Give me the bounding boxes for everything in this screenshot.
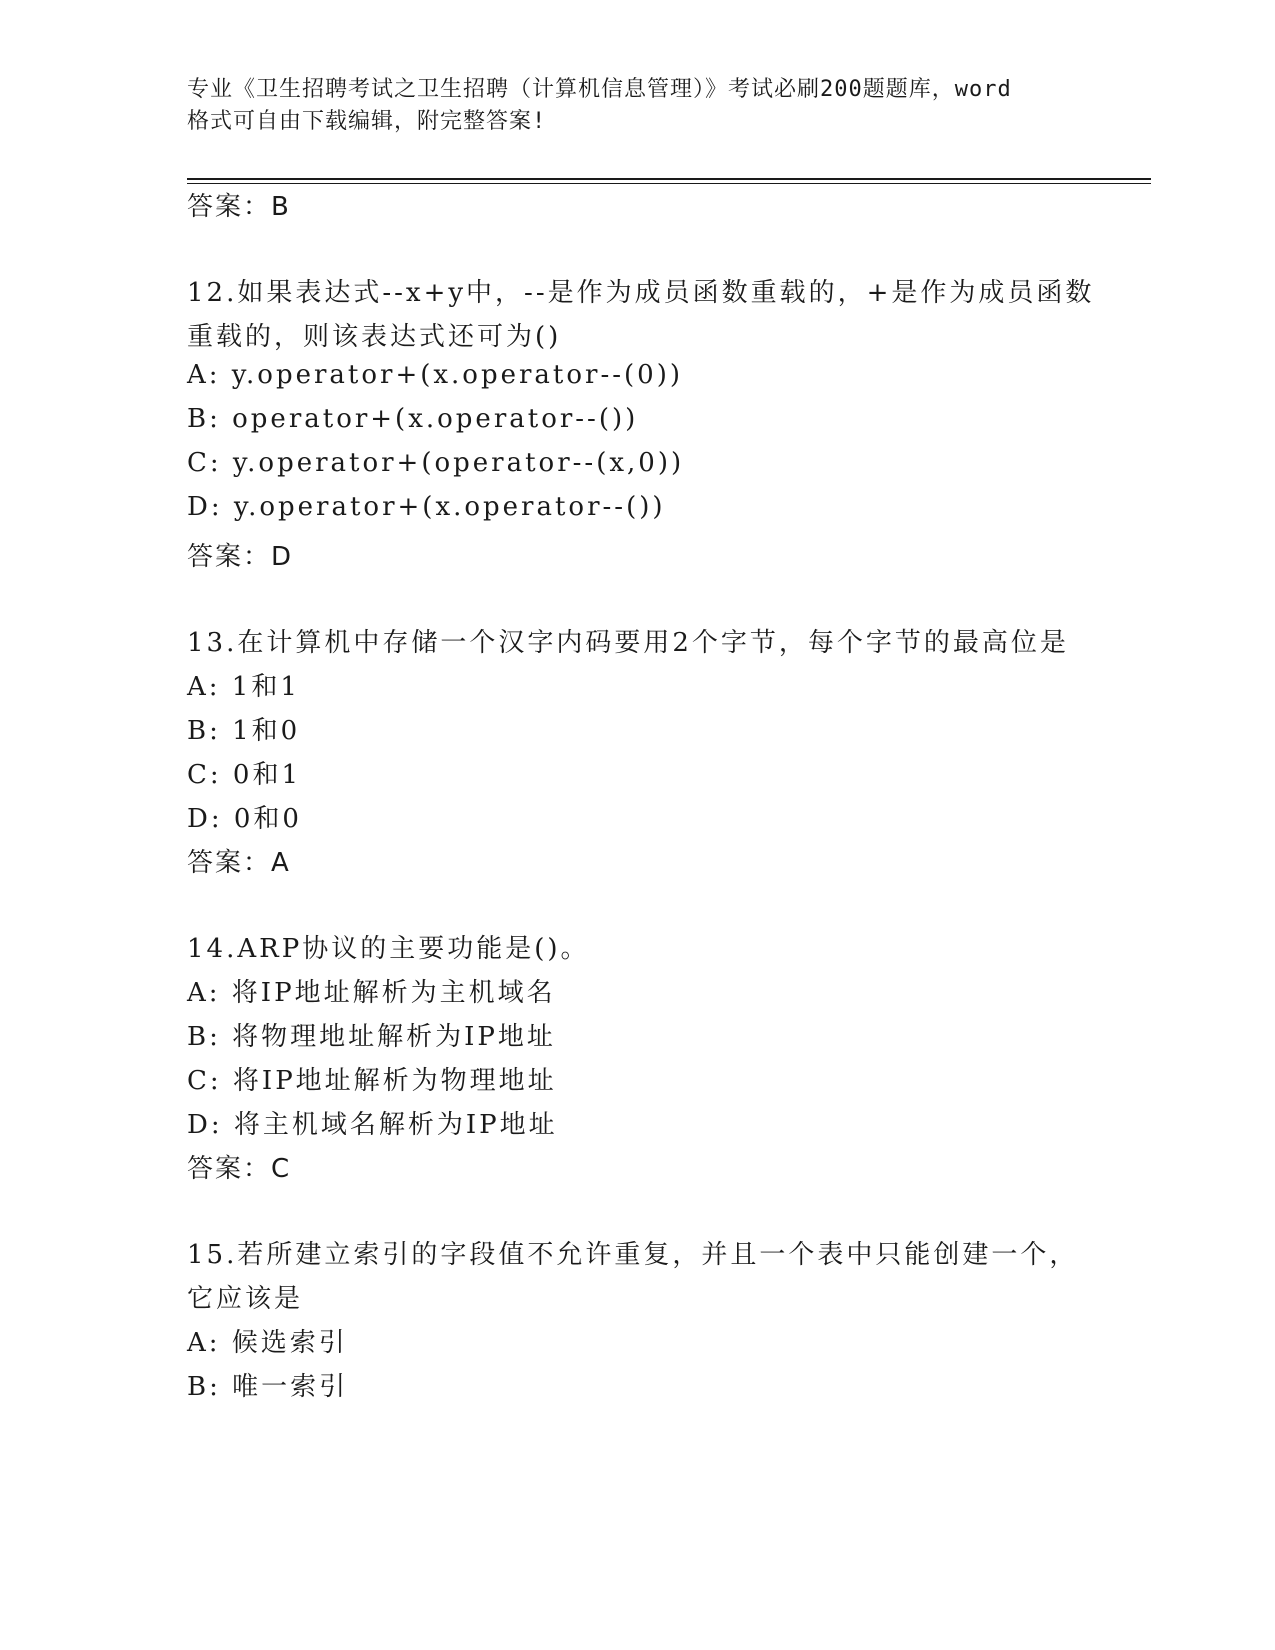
question-12-stem-line-2: 重载的，则该表达式还可为() bbox=[187, 322, 562, 352]
document-header bbox=[187, 74, 1087, 138]
question-14-answer: 答案：C bbox=[187, 1154, 292, 1184]
question-15-stem-line-2: 它应该是 bbox=[187, 1284, 304, 1314]
question-12-stem-line-1: 12.如果表达式--x+y中，--是作为成员函数重载的，+是作为成员函数 bbox=[187, 278, 1095, 308]
question-13-option-b: B: 1和0 bbox=[187, 716, 301, 746]
question-13-option-d: D: 0和0 bbox=[187, 804, 302, 834]
question-13-answer: 答案：A bbox=[187, 848, 291, 878]
header-line-2: 格式可自由下载编辑，附完整答案! bbox=[187, 109, 547, 134]
question-12-option-a: A: y.operator+(x.operator--(0)) bbox=[187, 360, 683, 390]
question-15-option-b: B: 唯一索引 bbox=[187, 1372, 349, 1402]
header-line-1: 专业《卫生招聘考试之卫生招聘（计算机信息管理）》考试必刷200题题库，word bbox=[187, 77, 1012, 102]
question-14-stem-line-1: 14.ARP协议的主要功能是()。 bbox=[187, 934, 590, 964]
question-13-option-a: A: 1和1 bbox=[187, 672, 300, 702]
header-divider bbox=[187, 178, 1151, 180]
question-14-option-d: D: 将主机域名解析为IP地址 bbox=[187, 1110, 558, 1140]
question-12-answer: 答案：D bbox=[187, 542, 294, 572]
question-12-option-b: B: operator+(x.operator--()) bbox=[187, 404, 639, 434]
question-14-option-a: A: 将IP地址解析为主机域名 bbox=[187, 978, 556, 1008]
question-14-option-c: C: 将IP地址解析为物理地址 bbox=[187, 1066, 557, 1096]
question-12-option-d: D: y.operator+(x.operator--()) bbox=[187, 492, 666, 522]
previous-answer: 答案：B bbox=[187, 192, 291, 222]
question-13-stem-line-1: 13.在计算机中存储一个汉字内码要用2个字节，每个字节的最高位是 bbox=[187, 628, 1069, 658]
question-13-option-c: C: 0和1 bbox=[187, 760, 302, 790]
question-14-option-b: B: 将物理地址解析为IP地址 bbox=[187, 1022, 556, 1052]
question-15-stem-line-1: 15.若所建立索引的字段值不允许重复，并且一个表中只能创建一个， bbox=[187, 1240, 1079, 1270]
question-15-option-a: A: 候选索引 bbox=[187, 1328, 348, 1358]
question-12-option-c: C: y.operator+(operator--(x,0)) bbox=[187, 448, 685, 478]
header-divider-thin bbox=[187, 183, 1151, 184]
